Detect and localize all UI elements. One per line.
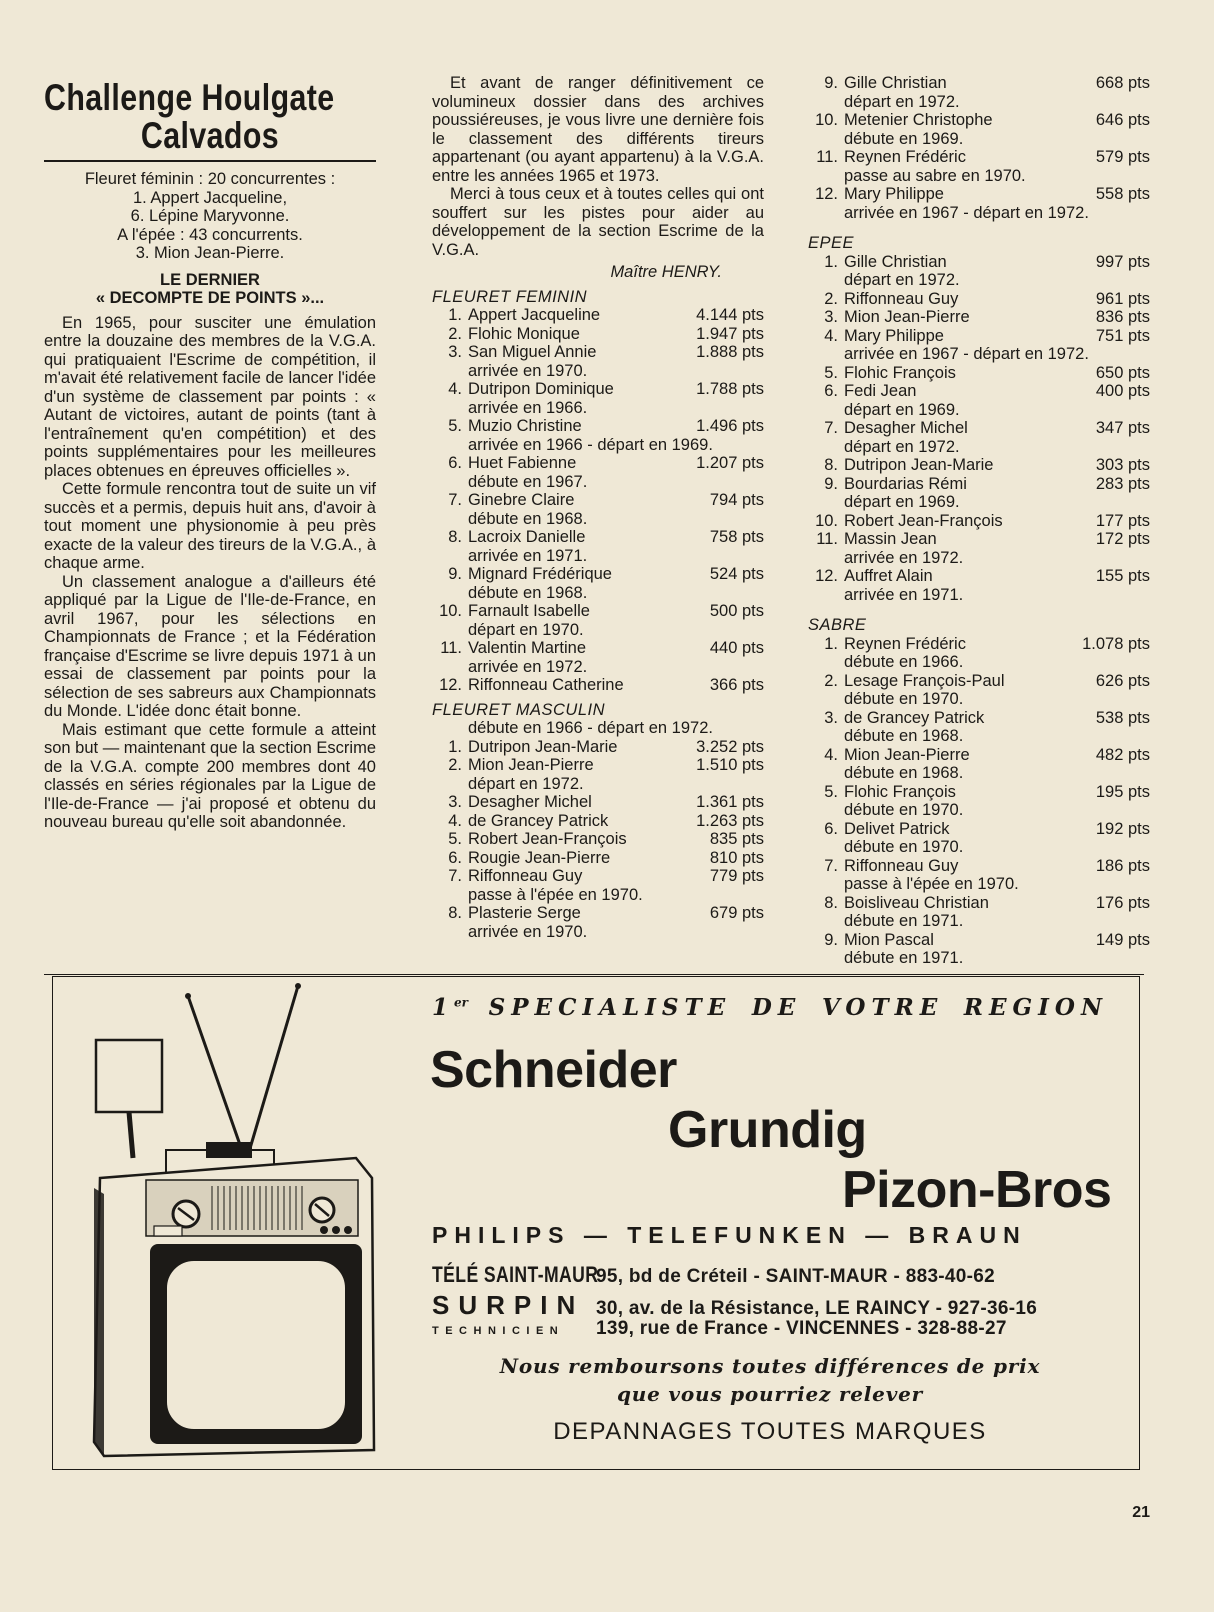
ranking-row (432, 812, 764, 831)
career-note: débute en 1970. (844, 690, 964, 708)
career-note: arrivée en 1970. (468, 922, 588, 941)
career-note: passe au sabre en 1970. (844, 166, 1026, 185)
rank-number: 2. (824, 289, 838, 308)
ranking-row (808, 327, 1150, 346)
tagline-word: SPECIALISTE (488, 994, 732, 1021)
ranking-row (432, 904, 764, 923)
career-note: départ en 1969. (844, 400, 960, 419)
brand-schneider: Schneider (430, 1041, 677, 1099)
rank-number: 11. (816, 148, 838, 166)
rank-number: 8. (448, 528, 462, 546)
results-block (44, 170, 376, 263)
shop-row (432, 1262, 1108, 1288)
rank-number: 2. (448, 756, 462, 774)
fencer-name: Riffonneau Guy (844, 856, 959, 875)
fencer-name: de Grancey Patrick (468, 811, 609, 830)
fencer-name: Dutripon Jean-Marie (844, 456, 994, 474)
points-value: 1.947 pts (696, 324, 764, 343)
ranking-row (432, 849, 764, 868)
ranking-row (808, 567, 1150, 586)
ranking-row (808, 672, 1150, 691)
points-value: 679 pts (709, 904, 764, 922)
result-line: 1. Appert Jacqueline, (132, 188, 288, 207)
ranking-row (432, 325, 764, 344)
points-value: 810 pts (709, 848, 764, 867)
fencer-name: Desagher Michel (468, 793, 592, 811)
title-rule (44, 160, 376, 162)
fencer-name: Delivet Patrick (844, 819, 950, 838)
section-title-fleuret-masculin: FLEURET MASCULIN (432, 700, 606, 719)
rank-number: 5. (448, 417, 462, 435)
article-subtitle: Calvados (140, 115, 280, 156)
fencer-name: Robert Jean-François (468, 830, 627, 848)
ranking-row (808, 530, 1150, 549)
antenna-tip (295, 983, 301, 989)
points-value: 192 pts (1095, 819, 1150, 838)
ranking-row (432, 639, 764, 658)
fencer-name: San Miguel Annie (468, 343, 597, 361)
points-value: 758 pts (709, 528, 764, 546)
points-value: 482 pts (1095, 745, 1150, 764)
points-value: 794 pts (709, 491, 764, 509)
ranking-row (808, 74, 1150, 93)
rank-number: 11. (816, 530, 838, 548)
rank-number: 9. (824, 930, 838, 949)
ranking-row (432, 380, 764, 399)
ranking-row (808, 111, 1150, 130)
tagline-word: DE (751, 994, 802, 1021)
points-value: 1.207 pts (696, 454, 764, 472)
fencer-name: Mion Jean-Pierre (468, 756, 594, 774)
career-note: débute en 1966. (844, 653, 964, 671)
rank-number: 4. (448, 380, 462, 398)
ranking-row (808, 635, 1150, 654)
ranking-list-epee (808, 253, 1150, 605)
career-note: arrivée en 1972. (844, 548, 964, 567)
fencer-name: Riffonneau Guy (844, 289, 959, 308)
tagline-word: VOTRE (821, 994, 944, 1021)
fencer-name: Plasterie Serge (468, 904, 581, 922)
career-note: arrivée en 1966 - départ en 1969. (468, 435, 713, 454)
rank-number: 8. (448, 904, 462, 922)
points-value: 1.788 pts (696, 380, 764, 398)
points-value: 4.144 pts (696, 306, 764, 324)
ranking-row (808, 185, 1150, 204)
tagline-word: REGION (963, 994, 1108, 1021)
points-value: 1.888 pts (696, 343, 764, 361)
loop-antenna (96, 1040, 162, 1112)
points-value: 1.263 pts (696, 811, 764, 830)
tv-handle-grip (206, 1142, 252, 1158)
other-brands-line: PHILIPS — TELEFUNKEN — BRAUN (432, 1222, 1027, 1248)
points-value: 440 pts (709, 639, 764, 657)
shop-address: 30, av. de la Résistance, LE RAINCY - 927-36-16 (596, 1298, 1038, 1319)
points-value: 626 pts (1095, 671, 1150, 690)
fencer-name: Auffret Alain (844, 567, 933, 585)
shop-row (432, 1290, 1108, 1321)
career-note: arrivée en 1967 - départ en 1972. (844, 203, 1089, 222)
career-note: débute en 1968. (468, 583, 588, 602)
loop-antenna-stem (129, 1112, 133, 1158)
ranking-row (432, 756, 764, 775)
points-value: 400 pts (1095, 382, 1150, 400)
career-note: arrivée en 1971. (844, 585, 964, 604)
signature: Maître HENRY. (610, 263, 722, 281)
rank-number: 3. (448, 343, 462, 361)
points-value: 149 pts (1095, 930, 1150, 949)
ranking-row (808, 382, 1150, 401)
channel-buttons (154, 1226, 182, 1236)
ad-top-rule (44, 974, 1144, 975)
ranking-row (432, 867, 764, 886)
points-value: 646 pts (1095, 111, 1150, 129)
rank-number: 3. (824, 308, 838, 326)
rank-number: 7. (448, 867, 462, 885)
shop-address: 139, rue de France - VINCENNES - 328-88-27 (596, 1318, 1007, 1339)
fencer-name: Mion Jean-Pierre (844, 745, 970, 764)
points-value: 176 pts (1095, 893, 1150, 912)
section-intro: débute en 1966 - départ en 1972. (468, 719, 713, 737)
points-value: 524 pts (709, 565, 764, 583)
ranking-row (432, 738, 764, 757)
ranking-row (808, 709, 1150, 728)
rank-number: 5. (824, 363, 838, 382)
points-value: 177 pts (1095, 511, 1150, 530)
points-value: 1.510 pts (696, 756, 764, 774)
television-illustration (86, 982, 386, 1462)
fencer-name: Mary Philippe (844, 185, 944, 203)
points-value: 1.361 pts (696, 793, 764, 811)
rank-number: 10. (815, 111, 838, 129)
rank-number: 6. (824, 382, 838, 400)
fencer-name: Flohic François (844, 363, 956, 382)
ranking-row (432, 417, 764, 436)
rank-number: 9. (448, 565, 462, 583)
ranking-row (808, 857, 1150, 876)
page-number: 21 (1132, 1504, 1150, 1521)
rabbit-ear-antenna (246, 986, 298, 1162)
fencer-name: Mion Jean-Pierre (844, 308, 970, 326)
section-title-sabre: SABRE (808, 616, 867, 634)
career-note: arrivée en 1967 - départ en 1972. (844, 345, 1089, 363)
career-note: débute en 1970. (844, 838, 964, 856)
points-value: 538 pts (1095, 708, 1150, 727)
repair-line: DEPANNAGES TOUTES MARQUES (553, 1418, 987, 1445)
fencer-name: Gille Christian (844, 74, 947, 92)
career-note: départ en 1972. (844, 271, 960, 289)
points-value: 1.496 pts (696, 417, 764, 435)
ranking-row (808, 419, 1150, 438)
rank-number: 1. (448, 737, 462, 756)
career-note: débute en 1968. (468, 509, 588, 528)
fencer-name: Boisliveau Christian (844, 893, 989, 912)
brand-pizon-bros: Pizon-Bros (842, 1161, 1112, 1219)
result-line: Fleuret féminin : 20 concurrentes : (84, 170, 336, 188)
points-value: 195 pts (1095, 782, 1150, 801)
brand-grundig: Grundig (668, 1101, 867, 1159)
section-title-fleuret-feminin: FLEURET FEMININ (432, 287, 588, 306)
section-title-epee: EPEE (808, 234, 855, 252)
ranking-row (808, 456, 1150, 475)
rank-number: 10. (815, 511, 838, 530)
fencer-name: Reynen Frédéric (844, 634, 966, 653)
points-value: 3.252 pts (696, 737, 764, 756)
tv-side-panel (94, 1188, 104, 1456)
career-note: départ en 1972. (468, 774, 584, 793)
career-note: arrivée en 1966. (468, 398, 588, 417)
paragraph: Un classement analogue a d'ailleurs été appliqué par la Ligue de l'Ile-de-France, en avril 1967, pour les sélections en Championnats de France ; et la Fédération française d'Escrime se livre depuis 1971 à un essai de classement par points pour la sélection de ses sabreurs aux Championnats du Monde. L'idée donc était bonne. (44, 572, 376, 720)
career-note: arrivée en 1970. (468, 361, 588, 380)
fencer-name: Robert Jean-François (844, 511, 1003, 530)
rank-number: 7. (824, 419, 838, 437)
rank-number: 10. (439, 602, 462, 620)
career-note: débute en 1968. (844, 764, 964, 782)
shop-address: 95, bd de Créteil - SAINT-MAUR - 883-40-62 (596, 1266, 996, 1287)
shop-name: TECHNICIEN (432, 1325, 565, 1337)
rank-number: 8. (824, 893, 838, 912)
points-value: 579 pts (1095, 148, 1150, 166)
career-note: départ en 1972. (844, 92, 960, 111)
ranking-row (808, 364, 1150, 383)
rank-number: 4. (448, 811, 462, 830)
ranking-row (808, 475, 1150, 494)
section-heading-line: « DECOMPTE DE POINTS »... (95, 289, 325, 307)
points-value: 283 pts (1095, 474, 1150, 493)
rank-number: 2. (824, 671, 838, 690)
career-note: passe à l'épée en 1970. (468, 885, 643, 904)
ranking-row (432, 454, 764, 473)
fencer-name: Mignard Frédérique (468, 565, 612, 583)
points-value: 650 pts (1095, 363, 1150, 382)
points-value: 779 pts (709, 867, 764, 885)
ranking-row (808, 148, 1150, 167)
fencer-name: Riffonneau Catherine (468, 676, 624, 694)
ranking-row (808, 253, 1150, 272)
points-value: 835 pts (709, 830, 764, 848)
rank-number: 1. (824, 634, 838, 653)
career-note: débute en 1970. (844, 801, 964, 819)
ranking-row (432, 306, 764, 325)
rank-number: 5. (824, 782, 838, 801)
article-title: Challenge Houlgate (44, 77, 335, 118)
ranking-row (432, 528, 764, 547)
career-note: débute en 1967. (468, 472, 588, 491)
rank-number: 3. (448, 793, 462, 811)
ranking-list-sabre (808, 635, 1150, 968)
fencer-name: Valentin Martine (468, 639, 587, 657)
paragraph: Et avant de ranger définitivement ce volumineux dossier dans des archives poussiéreuses, je vous livre une dernière fois le classement des différents tireurs appartenant (ou ayant appartenu) à la V.G.A. entre les années 1965 et 1973. (432, 74, 764, 185)
career-note: arrivée en 1971. (468, 546, 588, 565)
fencer-name: Massin Jean (844, 530, 937, 548)
section-heading (44, 271, 376, 308)
ranking-row (432, 830, 764, 849)
fencer-name: Muzio Christine (468, 417, 582, 435)
fencer-name: Riffonneau Guy (468, 867, 583, 885)
fencer-name: Rougie Jean-Pierre (468, 848, 611, 867)
ranking-row (432, 343, 764, 362)
ranking-list-fleuret-masculin (432, 738, 764, 942)
points-value: 997 pts (1095, 252, 1150, 271)
ranking-row (432, 676, 764, 695)
promo-line: que vous pourriez relever (617, 1382, 923, 1406)
rank-number: 6. (824, 819, 838, 838)
ranking-row (432, 491, 764, 510)
rank-number: 1. (824, 252, 838, 271)
paragraph: Mais estimant que cette formule a atteint son but — maintenant que la section Escrime de la V.G.A. compte 200 membres dont 40 classés en séries régionales par la Ligue de l'Ile-de-France — j'ai proposé et obtenu du nouveau bureau qu'elle soit abandonnée. (44, 720, 377, 831)
ranking-row (808, 746, 1150, 765)
rank-number: 3. (824, 708, 838, 727)
fencer-name: Dutripon Dominique (468, 380, 614, 398)
fencer-name: Lesage François-Paul (844, 671, 1005, 690)
rank-number: 7. (824, 856, 838, 875)
points-value: 155 pts (1095, 567, 1150, 585)
ranking-row (432, 602, 764, 621)
fencer-name: Bourdarias Rémi (844, 474, 967, 493)
rank-number: 12. (815, 185, 838, 203)
ad-tagline (432, 994, 1108, 1021)
fencer-name: Desagher Michel (844, 419, 968, 437)
result-line: A l'épée : 43 concurrents. (117, 225, 303, 244)
fencer-name: Mary Philippe (844, 326, 944, 345)
antenna-tip (185, 993, 191, 999)
fencer-name: Dutripon Jean-Marie (468, 737, 618, 756)
result-line: 6. Lépine Maryvonne. (130, 207, 290, 225)
ranking-row (808, 820, 1150, 839)
points-value: 558 pts (1095, 185, 1150, 203)
fencer-name: Gille Christian (844, 252, 947, 271)
fencer-name: Reynen Frédéric (844, 148, 966, 166)
points-value: 961 pts (1095, 289, 1150, 308)
career-note: débute en 1971. (844, 949, 964, 967)
shop-name: TÉLÉ SAINT-MAUR (432, 1262, 599, 1287)
paragraph: Merci à tous ceux et à toutes celles qui ont souffert sur les pistes pour aider au développement de la section Escrime de la V.G.A. (432, 185, 764, 259)
points-value: 1.078 pts (1082, 634, 1150, 653)
career-note: départ en 1969. (844, 493, 960, 511)
career-note: départ en 1970. (468, 620, 584, 639)
result-line: 3. Mion Jean-Pierre. (135, 244, 285, 262)
fencer-name: Mion Pascal (844, 930, 934, 949)
fencer-name: Flohic Monique (468, 324, 580, 343)
rank-number: 12. (439, 676, 462, 694)
points-value: 186 pts (1095, 856, 1150, 875)
paragraph: Cette formule rencontra tout de suite un vif succès et a permis, depuis huit ans, d'avoir à tout moment une physionomie à peu près exacte de la valeur des tireurs de la V.G.A., à chaque arme. (44, 480, 376, 572)
fencer-name: Huet Fabienne (468, 454, 577, 472)
career-note: passe à l'épée en 1970. (844, 875, 1019, 893)
column-1 (44, 74, 376, 832)
ranking-row (432, 565, 764, 584)
rank-number: 8. (824, 456, 838, 474)
promo-line: Nous remboursons toutes différences de prix (499, 1354, 1041, 1378)
ranking-row (808, 512, 1150, 531)
points-value: 347 pts (1095, 419, 1150, 437)
fencer-name: Farnault Isabelle (468, 602, 590, 620)
rank-number: 12. (815, 567, 838, 585)
fencer-name: de Grancey Patrick (844, 708, 985, 727)
ranking-list-fleuret-masculin-cont (808, 74, 1150, 222)
career-note: débute en 1968. (844, 727, 964, 745)
shop-name: SURPIN (432, 1290, 585, 1320)
fencer-name: Metenier Christophe (844, 111, 993, 129)
ranking-row (808, 894, 1150, 913)
paragraph: En 1965, pour susciter une émulation entre la douzaine des membres de la V.G.A. qui pratiquaient l'Escrime de compétition, il m'avait été relativement facile de lancer l'idée d'un système de classement par points : « Autant de victoires, autant de points (tant à l'entraînement qu'en compétition) et des points supplémentaires pour les meilleures places obtenues en épreuves officielles ». (44, 313, 376, 480)
career-note: débute en 1969. (844, 129, 964, 148)
rank-number: 9. (824, 474, 838, 493)
tagline-word: 1er (432, 994, 468, 1021)
rank-number: 6. (448, 454, 462, 472)
shop-row (432, 1318, 1108, 1340)
ranking-row (808, 783, 1150, 802)
rank-number: 6. (448, 848, 462, 867)
tv-screen (166, 1260, 346, 1430)
rank-number: 4. (824, 326, 838, 345)
column-2 (432, 74, 764, 941)
column-3 (808, 74, 1150, 968)
points-value: 500 pts (709, 602, 764, 620)
fencer-name: Lacroix Danielle (468, 528, 586, 546)
career-note: débute en 1971. (844, 912, 964, 930)
points-value: 366 pts (709, 676, 764, 694)
points-value: 303 pts (1095, 456, 1150, 474)
rabbit-ear-antenna (188, 996, 246, 1162)
fencer-name: Fedi Jean (844, 382, 917, 400)
fencer-name: Appert Jacqueline (468, 306, 601, 324)
rank-number: 11. (440, 639, 462, 657)
ranking-list-fleuret-feminin (432, 306, 764, 695)
rank-number: 1. (448, 306, 462, 324)
points-value: 172 pts (1095, 530, 1150, 548)
fencer-name: Ginebre Claire (468, 491, 575, 509)
career-note: arrivée en 1972. (468, 657, 588, 676)
career-note: départ en 1972. (844, 437, 960, 456)
rank-number: 4. (824, 745, 838, 764)
ranking-row (808, 931, 1150, 950)
rank-number: 2. (448, 324, 462, 343)
section-heading-line: LE DERNIER (160, 270, 260, 289)
rank-number: 9. (824, 74, 838, 92)
points-value: 668 pts (1095, 74, 1150, 92)
points-value: 836 pts (1095, 308, 1150, 326)
ranking-row (432, 793, 764, 812)
fencer-name: Flohic François (844, 782, 956, 801)
rank-number: 5. (448, 830, 462, 848)
ranking-row (808, 290, 1150, 309)
rank-number: 7. (448, 491, 462, 509)
points-value: 751 pts (1095, 326, 1150, 345)
ranking-row (808, 308, 1150, 327)
